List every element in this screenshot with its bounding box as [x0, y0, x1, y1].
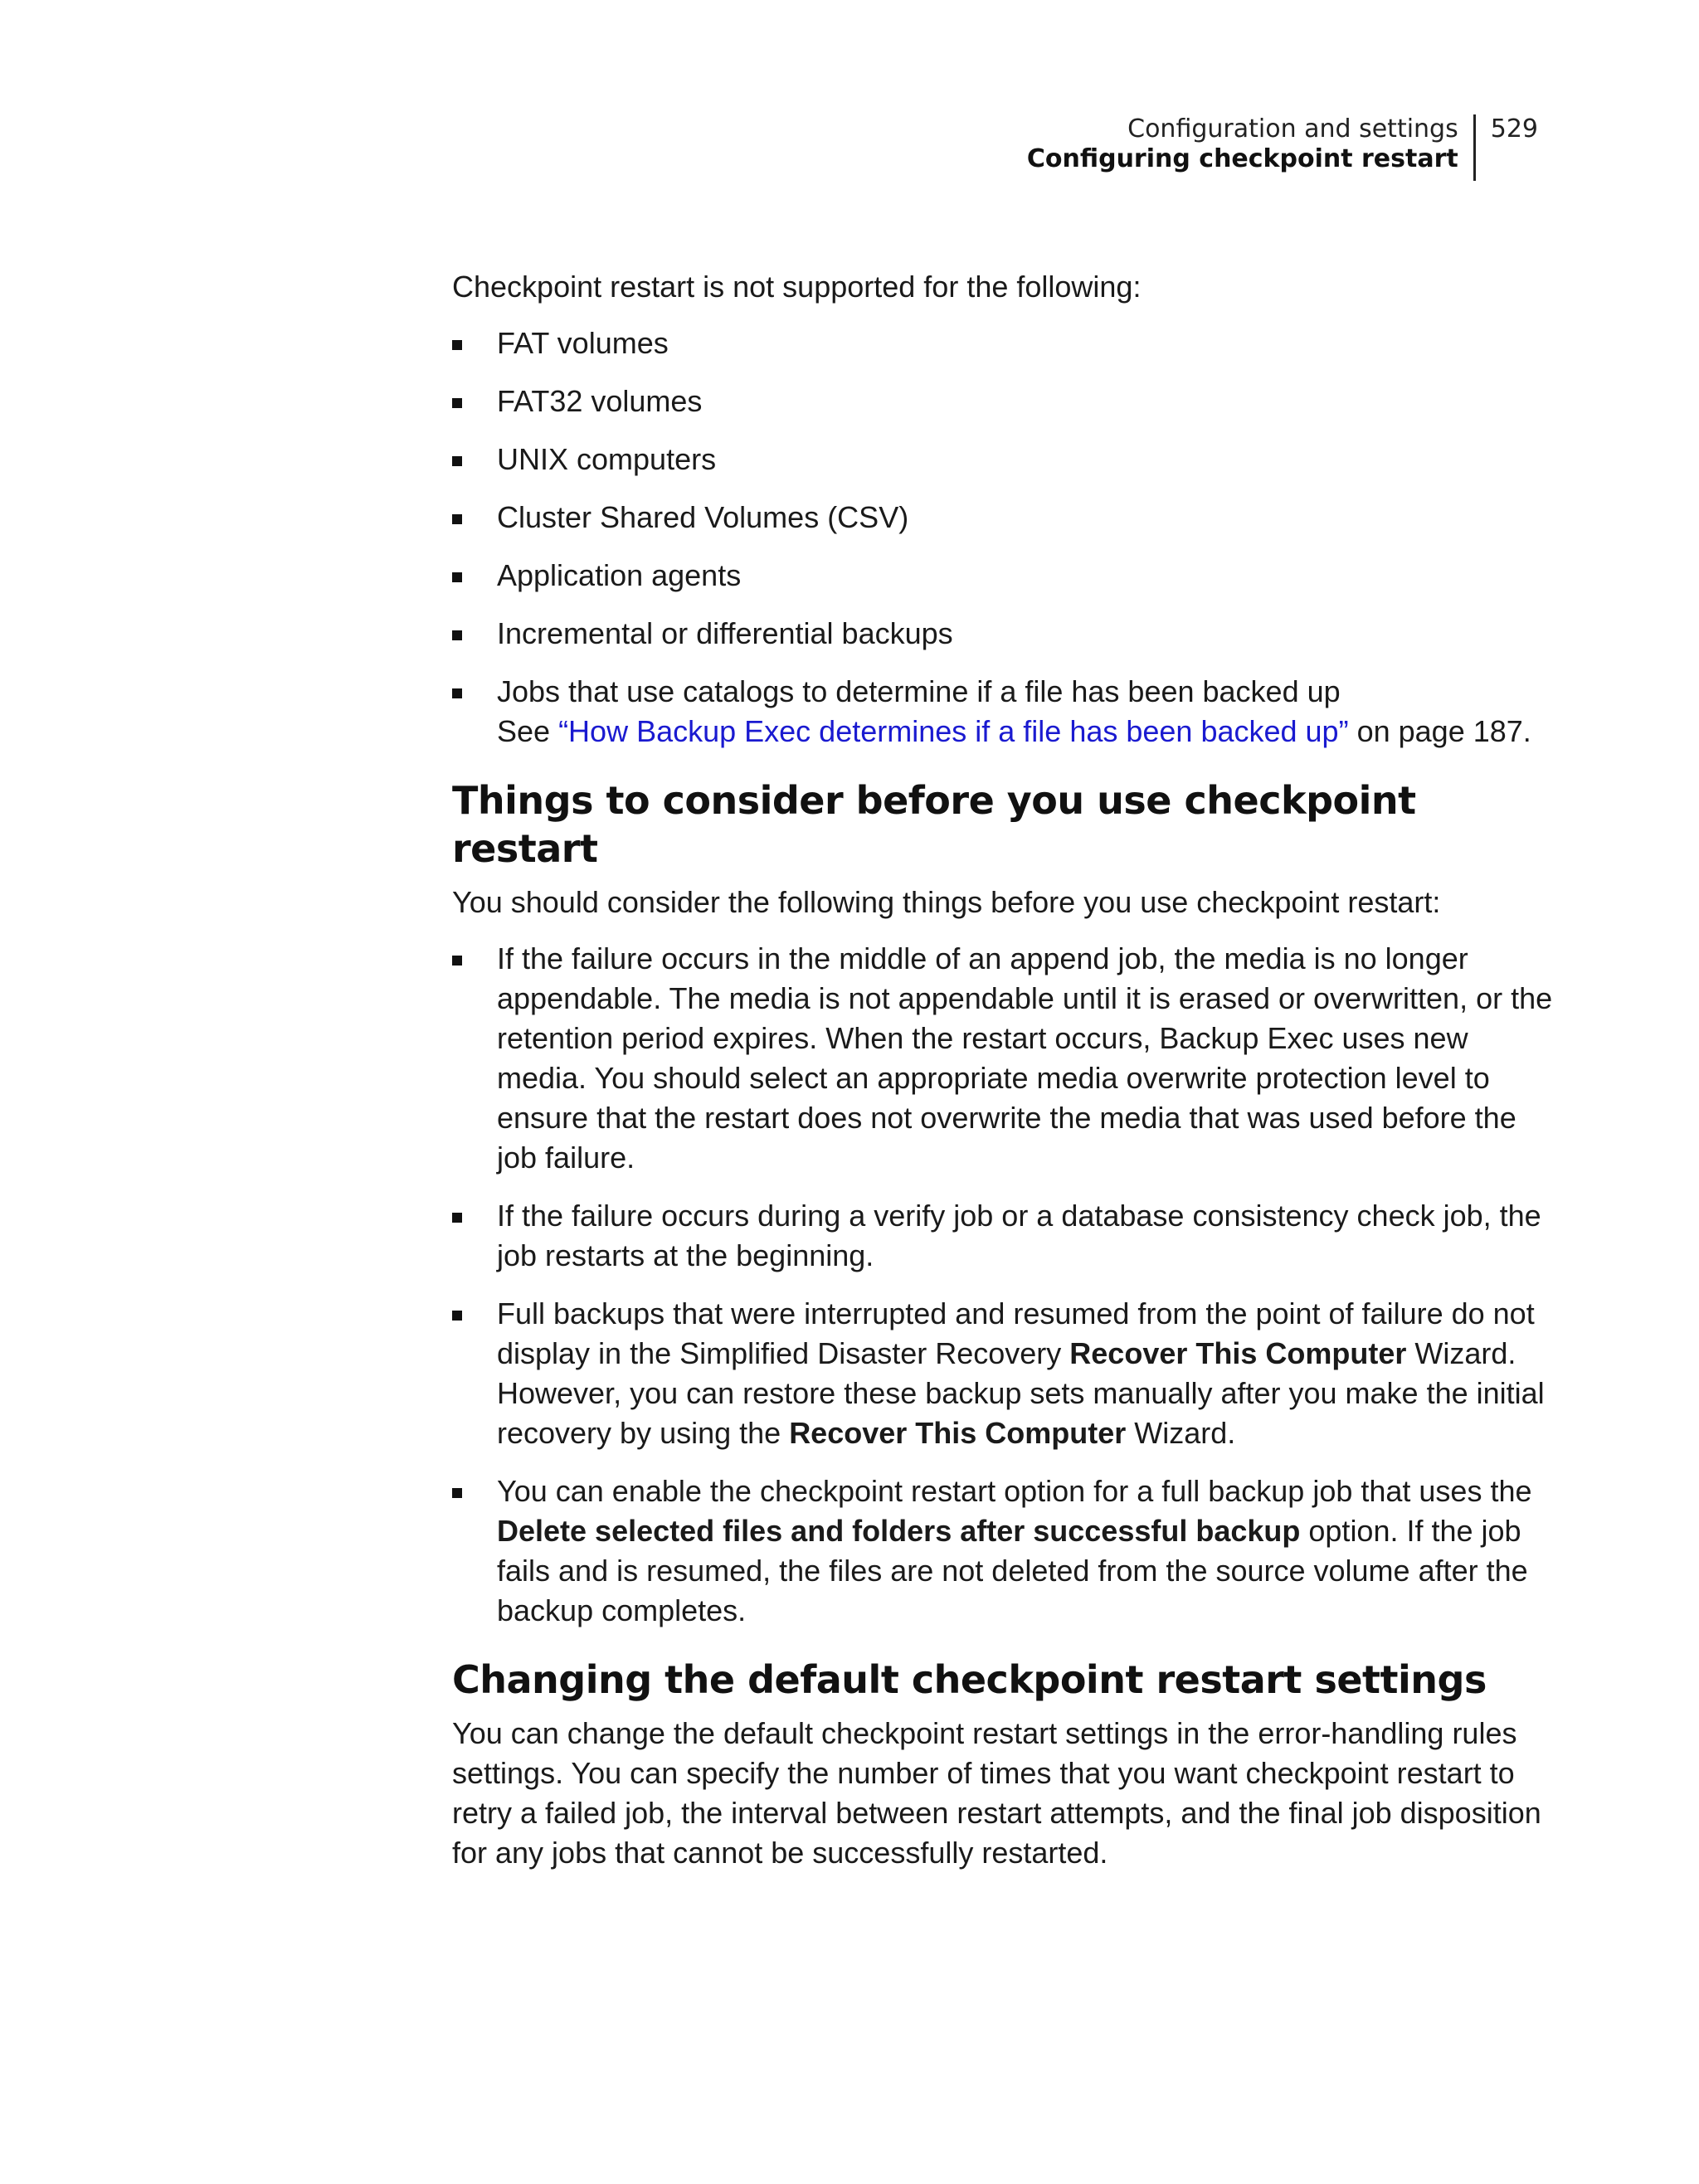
- list-item: [452, 498, 1555, 537]
- unsupported-list: [452, 323, 1555, 752]
- text-run: You can enable the checkpoint restart option for a full backup job that uses the: [497, 1474, 1532, 1508]
- list-item: [452, 1196, 1555, 1276]
- list-item-text: Cluster Shared Volumes (CSV): [497, 500, 909, 534]
- list-item-text: Application agents: [497, 558, 742, 592]
- unsupported-intro: Checkpoint restart is not supported for the following:: [452, 270, 1142, 304]
- see-suffix: on page 187.: [1348, 714, 1531, 748]
- section-heading-things-to-consider: Things to consider before you use checkpoint restart: [452, 778, 1416, 871]
- square-bullet-icon: [452, 572, 462, 582]
- list-item-text: UNIX computers: [497, 442, 717, 476]
- section-heading-changing-defaults: Changing the default checkpoint restart settings: [452, 1657, 1487, 1702]
- page-number: 529: [1490, 114, 1538, 143]
- square-bullet-icon: [452, 688, 462, 698]
- list-item: [452, 672, 1555, 752]
- square-bullet-icon: [452, 456, 462, 466]
- list-item: [452, 939, 1555, 1178]
- list-item-text: [497, 1296, 1545, 1450]
- cross-reference: [497, 712, 1555, 752]
- list-item: [452, 1471, 1555, 1631]
- considerations-list: [452, 939, 1555, 1631]
- list-item: [452, 614, 1555, 654]
- square-bullet-icon: [452, 1311, 462, 1321]
- square-bullet-icon: [452, 1213, 462, 1223]
- list-item: [452, 1294, 1555, 1453]
- list-item-text: [497, 1474, 1532, 1627]
- ui-term: Recover This Computer: [789, 1416, 1127, 1450]
- list-item: [452, 556, 1555, 596]
- list-item-text: Incremental or differential backups: [497, 616, 953, 650]
- running-header: [1027, 114, 1476, 181]
- square-bullet-icon: [452, 514, 462, 524]
- page-content: [452, 267, 1555, 1890]
- square-bullet-icon: [452, 1488, 462, 1498]
- section-intro: You should consider the following things before you use checkpoint restart:: [452, 885, 1441, 919]
- list-item-text: If the failure occurs in the middle of an append job, the media is no longer appendable. The media is not appendable until it is erased or overwritten, or the retention period expires. When the restart occurs, Backup Exec uses new media. You should select an appropriate media overwrite protection level to ensure that the restart does not overwrite the media that was used before the job failure.: [497, 941, 1553, 1175]
- list-item-text: Jobs that use catalogs to determine if a file has been backed up: [497, 674, 1341, 708]
- text-run: option. If the job fails and is resumed, the files are not deleted from the source volume after the backup completes.: [497, 1514, 1528, 1627]
- list-item: [452, 382, 1555, 421]
- header-section-title: Configuring checkpoint restart: [1026, 144, 1458, 173]
- section-body: You can change the default checkpoint restart settings in the error-handling rules settings. You can specify the number of times that you want checkpoint restart to retry a failed job, the interval between restart attempts, and the final job disposition for any jobs that cannot be successfully restarted.: [452, 1716, 1541, 1870]
- list-item-text: FAT32 volumes: [497, 384, 703, 418]
- square-bullet-icon: [452, 630, 462, 640]
- list-item: [452, 440, 1555, 479]
- see-prefix: See: [497, 714, 559, 748]
- list-item: [452, 323, 1555, 363]
- list-item-text: FAT volumes: [497, 326, 669, 360]
- text-run: Full backups that were interrupted and resumed from the point of failure do not display in the Simplified Disaster Recovery: [497, 1296, 1535, 1370]
- cross-reference-link[interactable]: “How Backup Exec determines if a file has been backed up”: [558, 714, 1349, 748]
- list-item-text: If the failure occurs during a verify job or a database consistency check job, the job restarts at the beginning.: [497, 1199, 1541, 1272]
- text-run: Wizard.: [1126, 1416, 1236, 1450]
- page-header: [1027, 114, 1538, 181]
- text-run: Wizard. However, you can restore these backup sets manually after you make the initial recovery by using the: [497, 1336, 1545, 1450]
- square-bullet-icon: [452, 340, 462, 350]
- square-bullet-icon: [452, 398, 462, 408]
- header-chapter-title: Configuration and settings: [1127, 114, 1458, 143]
- ui-term: Delete selected files and folders after successful backup: [497, 1514, 1301, 1548]
- square-bullet-icon: [452, 956, 462, 966]
- ui-term: Recover This Computer: [1069, 1336, 1407, 1370]
